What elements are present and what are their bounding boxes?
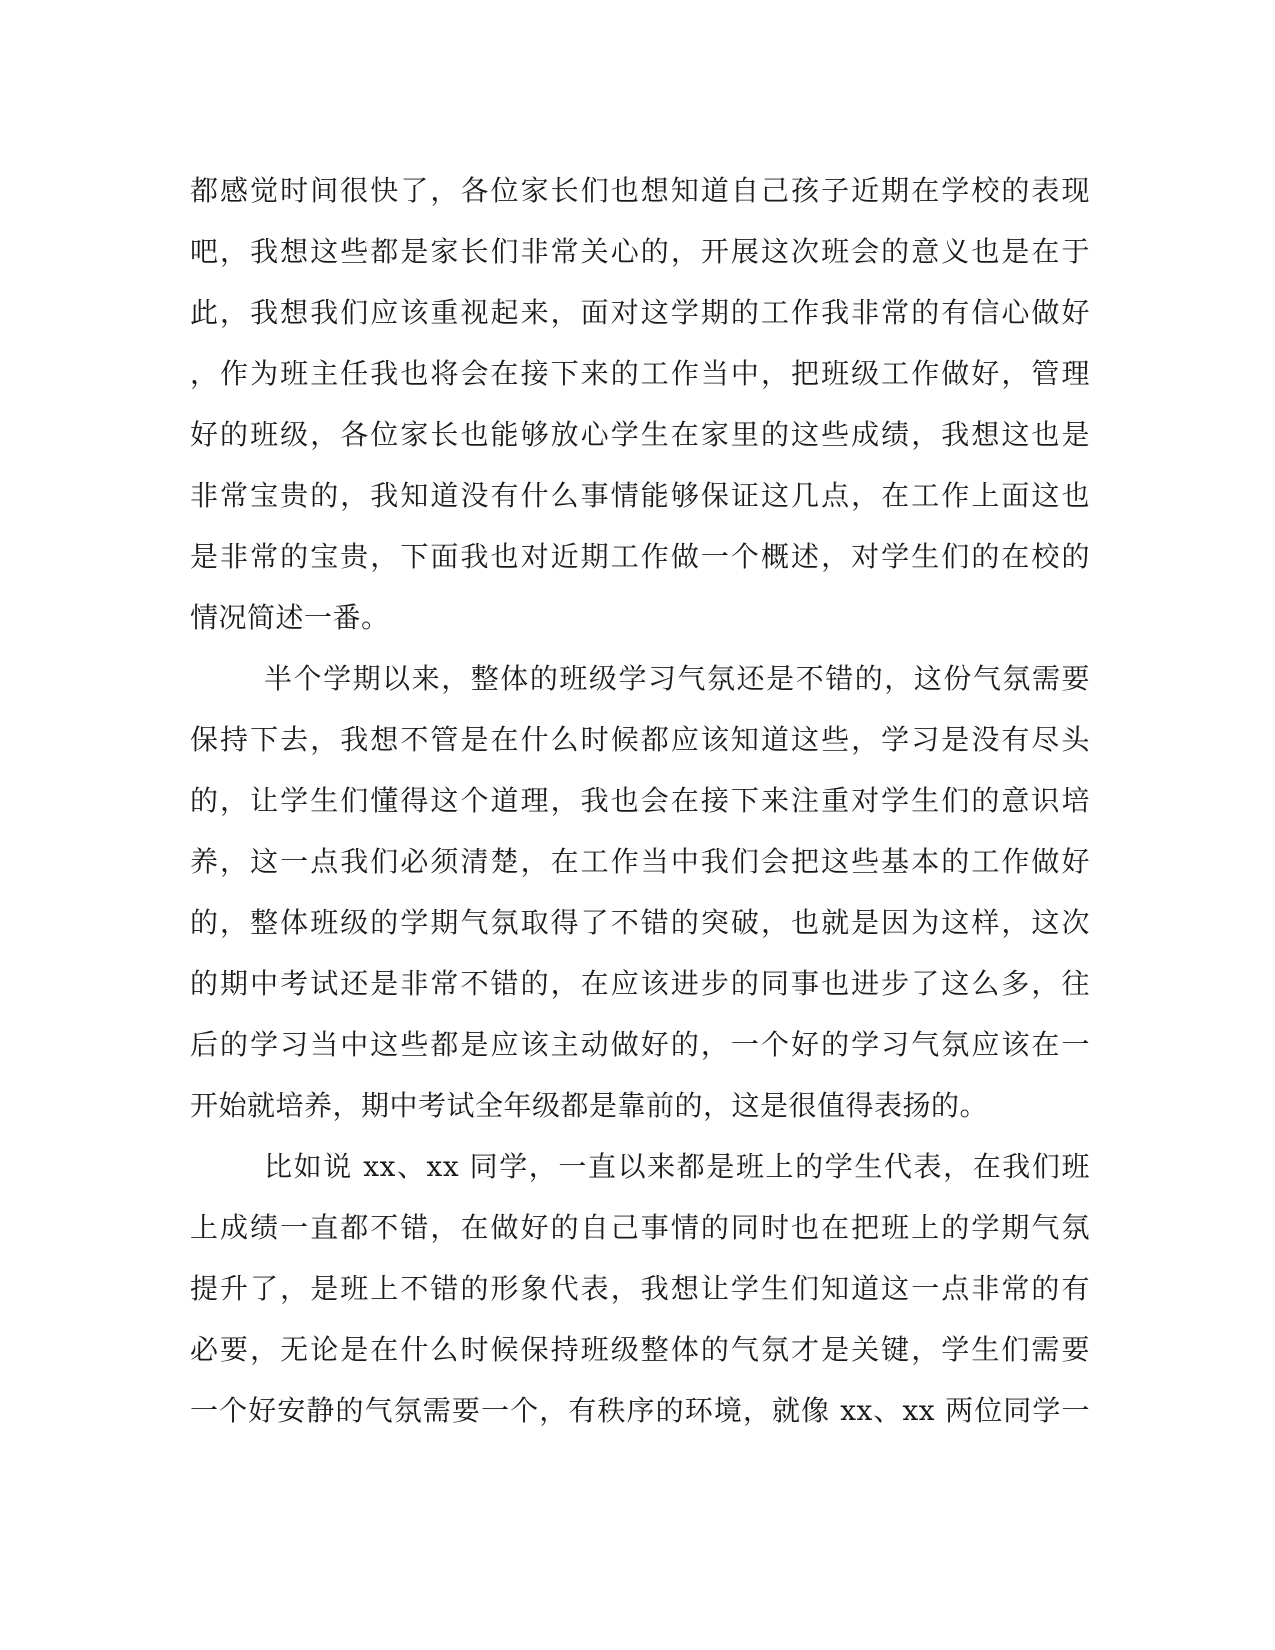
text-line: 的，让学生们懂得这个道理，我也会在接下来注重对学生们的意识培 <box>190 784 1090 817</box>
paragraph <box>190 648 1090 1136</box>
text-line: 开始就培养，期中考试全年级都是靠前的，这是很值得表扬的。 <box>190 1089 989 1122</box>
text-line: 养，这一点我们必须清楚，在工作当中我们会把这些基本的工作做好 <box>190 845 1090 878</box>
text-line: 此，我想我们应该重视起来，面对这学期的工作我非常的有信心做好 <box>190 296 1090 329</box>
text-line: 保持下去，我想不管是在什么时候都应该知道这些，学习是没有尽头 <box>190 723 1090 756</box>
document-body <box>190 160 1090 1441</box>
text-line: 半个学期以来，整体的班级学习气氛还是不错的，这份气氛需要 <box>264 662 1090 695</box>
text-line: 非常宝贵的，我知道没有什么事情能够保证这几点，在工作上面这也 <box>190 479 1090 512</box>
text-line: 上成绩一直都不错，在做好的自己事情的同时也在把班上的学期气氛 <box>190 1211 1090 1244</box>
text-line: 提升了，是班上不错的形象代表，我想让学生们知道这一点非常的有 <box>190 1272 1090 1305</box>
text-line: 必要，无论是在什么时候保持班级整体的气氛才是关键，学生们需要 <box>190 1333 1090 1366</box>
text-line: 都感觉时间很快了，各位家长们也想知道自己孩子近期在学校的表现 <box>190 174 1090 207</box>
paragraph <box>190 160 1090 648</box>
text-line: ，作为班主任我也将会在接下来的工作当中，把班级工作做好，管理 <box>190 357 1090 390</box>
text-line: 比如说 xx、xx 同学，一直以来都是班上的学生代表，在我们班 <box>264 1150 1090 1183</box>
text-line: 情况简述一番。 <box>190 601 390 634</box>
text-line: 是非常的宝贵，下面我也对近期工作做一个概述，对学生们的在校的 <box>190 540 1090 573</box>
text-line: 吧，我想这些都是家长们非常关心的，开展这次班会的意义也是在于 <box>190 235 1090 268</box>
text-line: 后的学习当中这些都是应该主动做好的，一个好的学习气氛应该在一 <box>190 1028 1090 1061</box>
text-line: 的，整体班级的学期气氛取得了不错的突破，也就是因为这样，这次 <box>190 906 1090 939</box>
text-line: 的期中考试还是非常不错的，在应该进步的同事也进步了这么多，往 <box>190 967 1090 1000</box>
paragraph <box>190 1136 1090 1441</box>
text-line: 好的班级，各位家长也能够放心学生在家里的这些成绩，我想这也是 <box>190 418 1090 451</box>
text-line: 一个好安静的气氛需要一个，有秩序的环境，就像 xx、xx 两位同学一 <box>190 1394 1090 1427</box>
